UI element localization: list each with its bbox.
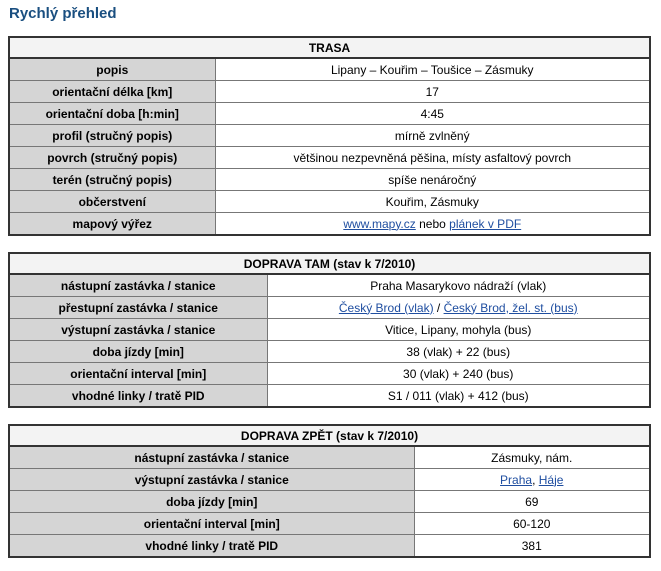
row-label: orientační interval [min] <box>9 363 267 385</box>
row-label: terén (stručný popis) <box>9 169 215 191</box>
row-value: Lipany – Kouřim – Toušice – Zásmuky <box>215 58 650 81</box>
haje-link[interactable]: Háje <box>538 472 564 487</box>
table-header-row <box>9 425 650 446</box>
table-row <box>9 103 650 125</box>
row-value: 60-120 <box>414 513 650 535</box>
row-value: 17 <box>215 81 650 103</box>
row-label: orientační doba [h:min] <box>9 103 215 125</box>
row-value: Kouřim, Zásmuky <box>215 191 650 213</box>
transport-back-header: DOPRAVA ZPĚT (stav k 7/2010) <box>9 425 650 446</box>
table-row <box>9 274 650 297</box>
table-row <box>9 446 650 469</box>
table-row <box>9 297 650 319</box>
table-row <box>9 213 650 236</box>
table-row <box>9 319 650 341</box>
row-label: mapový výřez <box>9 213 215 236</box>
praha-link[interactable]: Praha <box>500 472 533 487</box>
row-value: Zásmuky, nám. <box>414 446 650 469</box>
mapy-cz-link[interactable]: www.mapy.cz <box>343 216 416 231</box>
transport-there-table <box>8 252 651 408</box>
link-separator: nebo <box>415 216 450 231</box>
row-label: vhodné linky / tratě PID <box>9 385 267 408</box>
transport-back-table <box>8 424 651 558</box>
row-label: výstupní zastávka / stanice <box>9 469 414 491</box>
row-label: orientační interval [min] <box>9 513 414 535</box>
pdf-map-link[interactable]: plánek v PDF <box>449 216 522 231</box>
row-label: výstupní zastávka / stanice <box>9 319 267 341</box>
cesky-brod-train-link[interactable]: Český Brod (vlak) <box>338 300 434 315</box>
row-label: přestupní zastávka / stanice <box>9 297 267 319</box>
row-label: doba jízdy [min] <box>9 341 267 363</box>
row-value: 4:45 <box>215 103 650 125</box>
table-header-row <box>9 37 650 58</box>
table-row <box>9 513 650 535</box>
row-label: občerstvení <box>9 191 215 213</box>
table-header-row <box>9 253 650 274</box>
row-value <box>414 469 650 491</box>
table-row <box>9 363 650 385</box>
row-value: 38 (vlak) + 22 (bus) <box>267 341 650 363</box>
row-label: nástupní zastávka / stanice <box>9 446 414 469</box>
route-table-header: TRASA <box>9 37 650 58</box>
table-row <box>9 469 650 491</box>
row-value: Vitice, Lipany, mohyla (bus) <box>267 319 650 341</box>
row-value: mírně zvlněný <box>215 125 650 147</box>
page-title: Rychlý přehled <box>9 5 117 22</box>
row-label: nástupní zastávka / stanice <box>9 274 267 297</box>
row-label: doba jízdy [min] <box>9 491 414 513</box>
transport-there-header: DOPRAVA TAM (stav k 7/2010) <box>9 253 650 274</box>
link-separator: / <box>433 300 444 315</box>
route-table <box>8 36 651 236</box>
row-value: Praha Masarykovo nádraží (vlak) <box>267 274 650 297</box>
row-label: orientační délka [km] <box>9 81 215 103</box>
row-value: 381 <box>414 535 650 558</box>
table-row <box>9 535 650 558</box>
row-label: povrch (stručný popis) <box>9 147 215 169</box>
row-value <box>267 297 650 319</box>
row-label: vhodné linky / tratě PID <box>9 535 414 558</box>
row-label: profil (stručný popis) <box>9 125 215 147</box>
table-row <box>9 147 650 169</box>
row-value: 30 (vlak) + 240 (bus) <box>267 363 650 385</box>
row-value: spíše nenáročný <box>215 169 650 191</box>
table-row <box>9 191 650 213</box>
table-row <box>9 341 650 363</box>
row-value: většinou nezpevněná pěšina, místy asfaltový povrch <box>215 147 650 169</box>
table-row <box>9 125 650 147</box>
row-value: S1 / 011 (vlak) + 412 (bus) <box>267 385 650 408</box>
table-row <box>9 491 650 513</box>
table-row <box>9 385 650 408</box>
row-value: 69 <box>414 491 650 513</box>
link-separator: , <box>532 472 539 487</box>
table-row <box>9 169 650 191</box>
table-row <box>9 58 650 81</box>
row-label: popis <box>9 58 215 81</box>
table-row <box>9 81 650 103</box>
row-value <box>215 213 650 236</box>
cesky-brod-bus-link[interactable]: Český Brod, žel. st. (bus) <box>443 300 578 315</box>
